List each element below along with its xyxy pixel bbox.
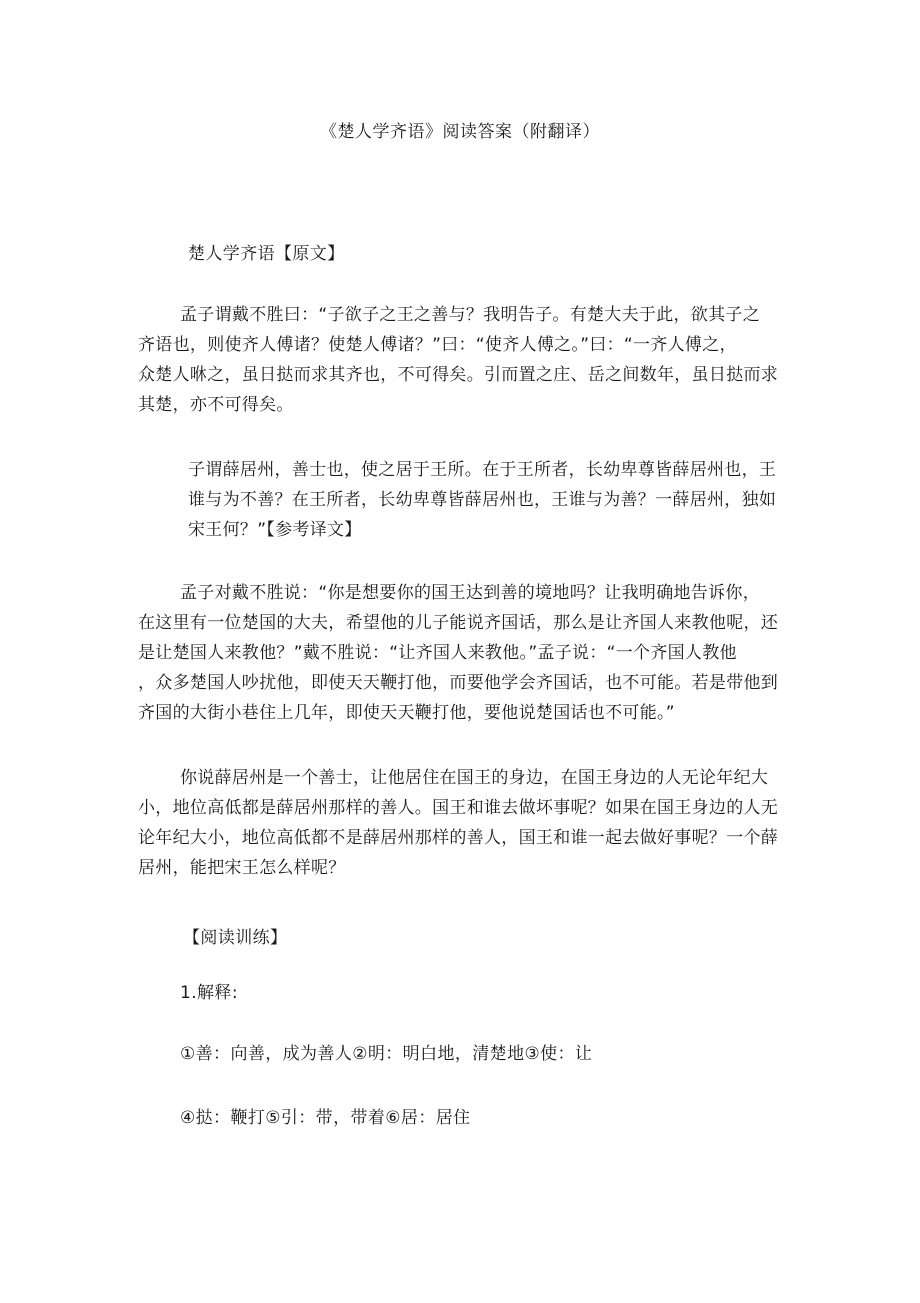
text-line: 居州，能把宋王怎么样呢？: [138, 858, 346, 878]
text-line: 你说薛居州是一个善士，让他居住在国王的身边，在国王身边的人无论年纪大: [180, 768, 769, 788]
text-line: ，众多楚国人吵扰他，即使天天鞭打他，而要他学会齐国话，也不可能。若是带他到: [138, 673, 779, 693]
document-title: 《楚人学齐语》阅读答案（附翻译）: [320, 122, 600, 142]
question-1-answers-line-2: ④挞：鞭打⑤引：带，带着⑥居：居住: [180, 1108, 471, 1128]
text-line: 孟子谓戴不胜曰：“子欲子之王之善与？我明告子。有楚大夫于此，欲其子之: [180, 305, 761, 325]
paragraph-original-2: [188, 455, 776, 545]
text-line: 是让楚国人来教他？”戴不胜说：“让齐国人来教他。”孟子说：“一个齐国人教他: [138, 643, 737, 663]
text-line: 齐语也，则使齐人傅诸？使楚人傅诸？”曰：“使齐人傅之。”曰：“一齐人傅之，: [138, 335, 737, 355]
paragraph-translation-2: [138, 763, 778, 883]
original-heading: 楚人学齐语【原文】: [188, 244, 345, 264]
text-line: 论年纪大小，地位高低都不是薛居州那样的善人，国王和谁一起去做好事呢？一个薛: [138, 828, 779, 848]
text-line: 在这里有一位楚国的大夫，希望他的儿子能说齐国话，那么是让齐国人来教他呢，还: [138, 613, 779, 633]
text-line: 小，地位高低都是薛居州那样的善人。国王和谁去做坏事呢？如果在国王身边的人无: [138, 798, 779, 818]
text-line: 齐国的大街小巷住上几年，即使天天鞭打他，要他说楚国话也不可能。”: [138, 703, 675, 723]
text-line: 宋王何？”【参考译文】: [188, 520, 362, 540]
exercise-heading: 【阅读训练】: [183, 928, 288, 948]
paragraph-translation-1: [138, 578, 778, 728]
paragraph-original-1: [138, 300, 778, 420]
text-line: 孟子对戴不胜说：“你是想要你的国王达到善的境地吗？让我明确地告诉你，: [180, 583, 761, 603]
question-1-answers-line-1: ①善：向善，成为善人②明：明白地，清楚地③使：让: [180, 1044, 593, 1064]
text-line: 谁与为不善？在王所者，长幼卑尊皆薛居州也，王谁与为善？一薛居州，独如: [188, 490, 777, 510]
text-line: 众楚人咻之，虽日挞而求其齐也，不可得矣。引而置之庄、岳之间数年，虽日挞而求: [138, 365, 779, 385]
question-1-label: 1.解释:: [180, 983, 238, 1003]
text-line: 子谓薛居州，善士也，使之居于王所。在于王所者，长幼卑尊皆薛居州也，王: [188, 460, 777, 480]
text-line: 其楚，亦不可得矣。: [138, 395, 294, 415]
